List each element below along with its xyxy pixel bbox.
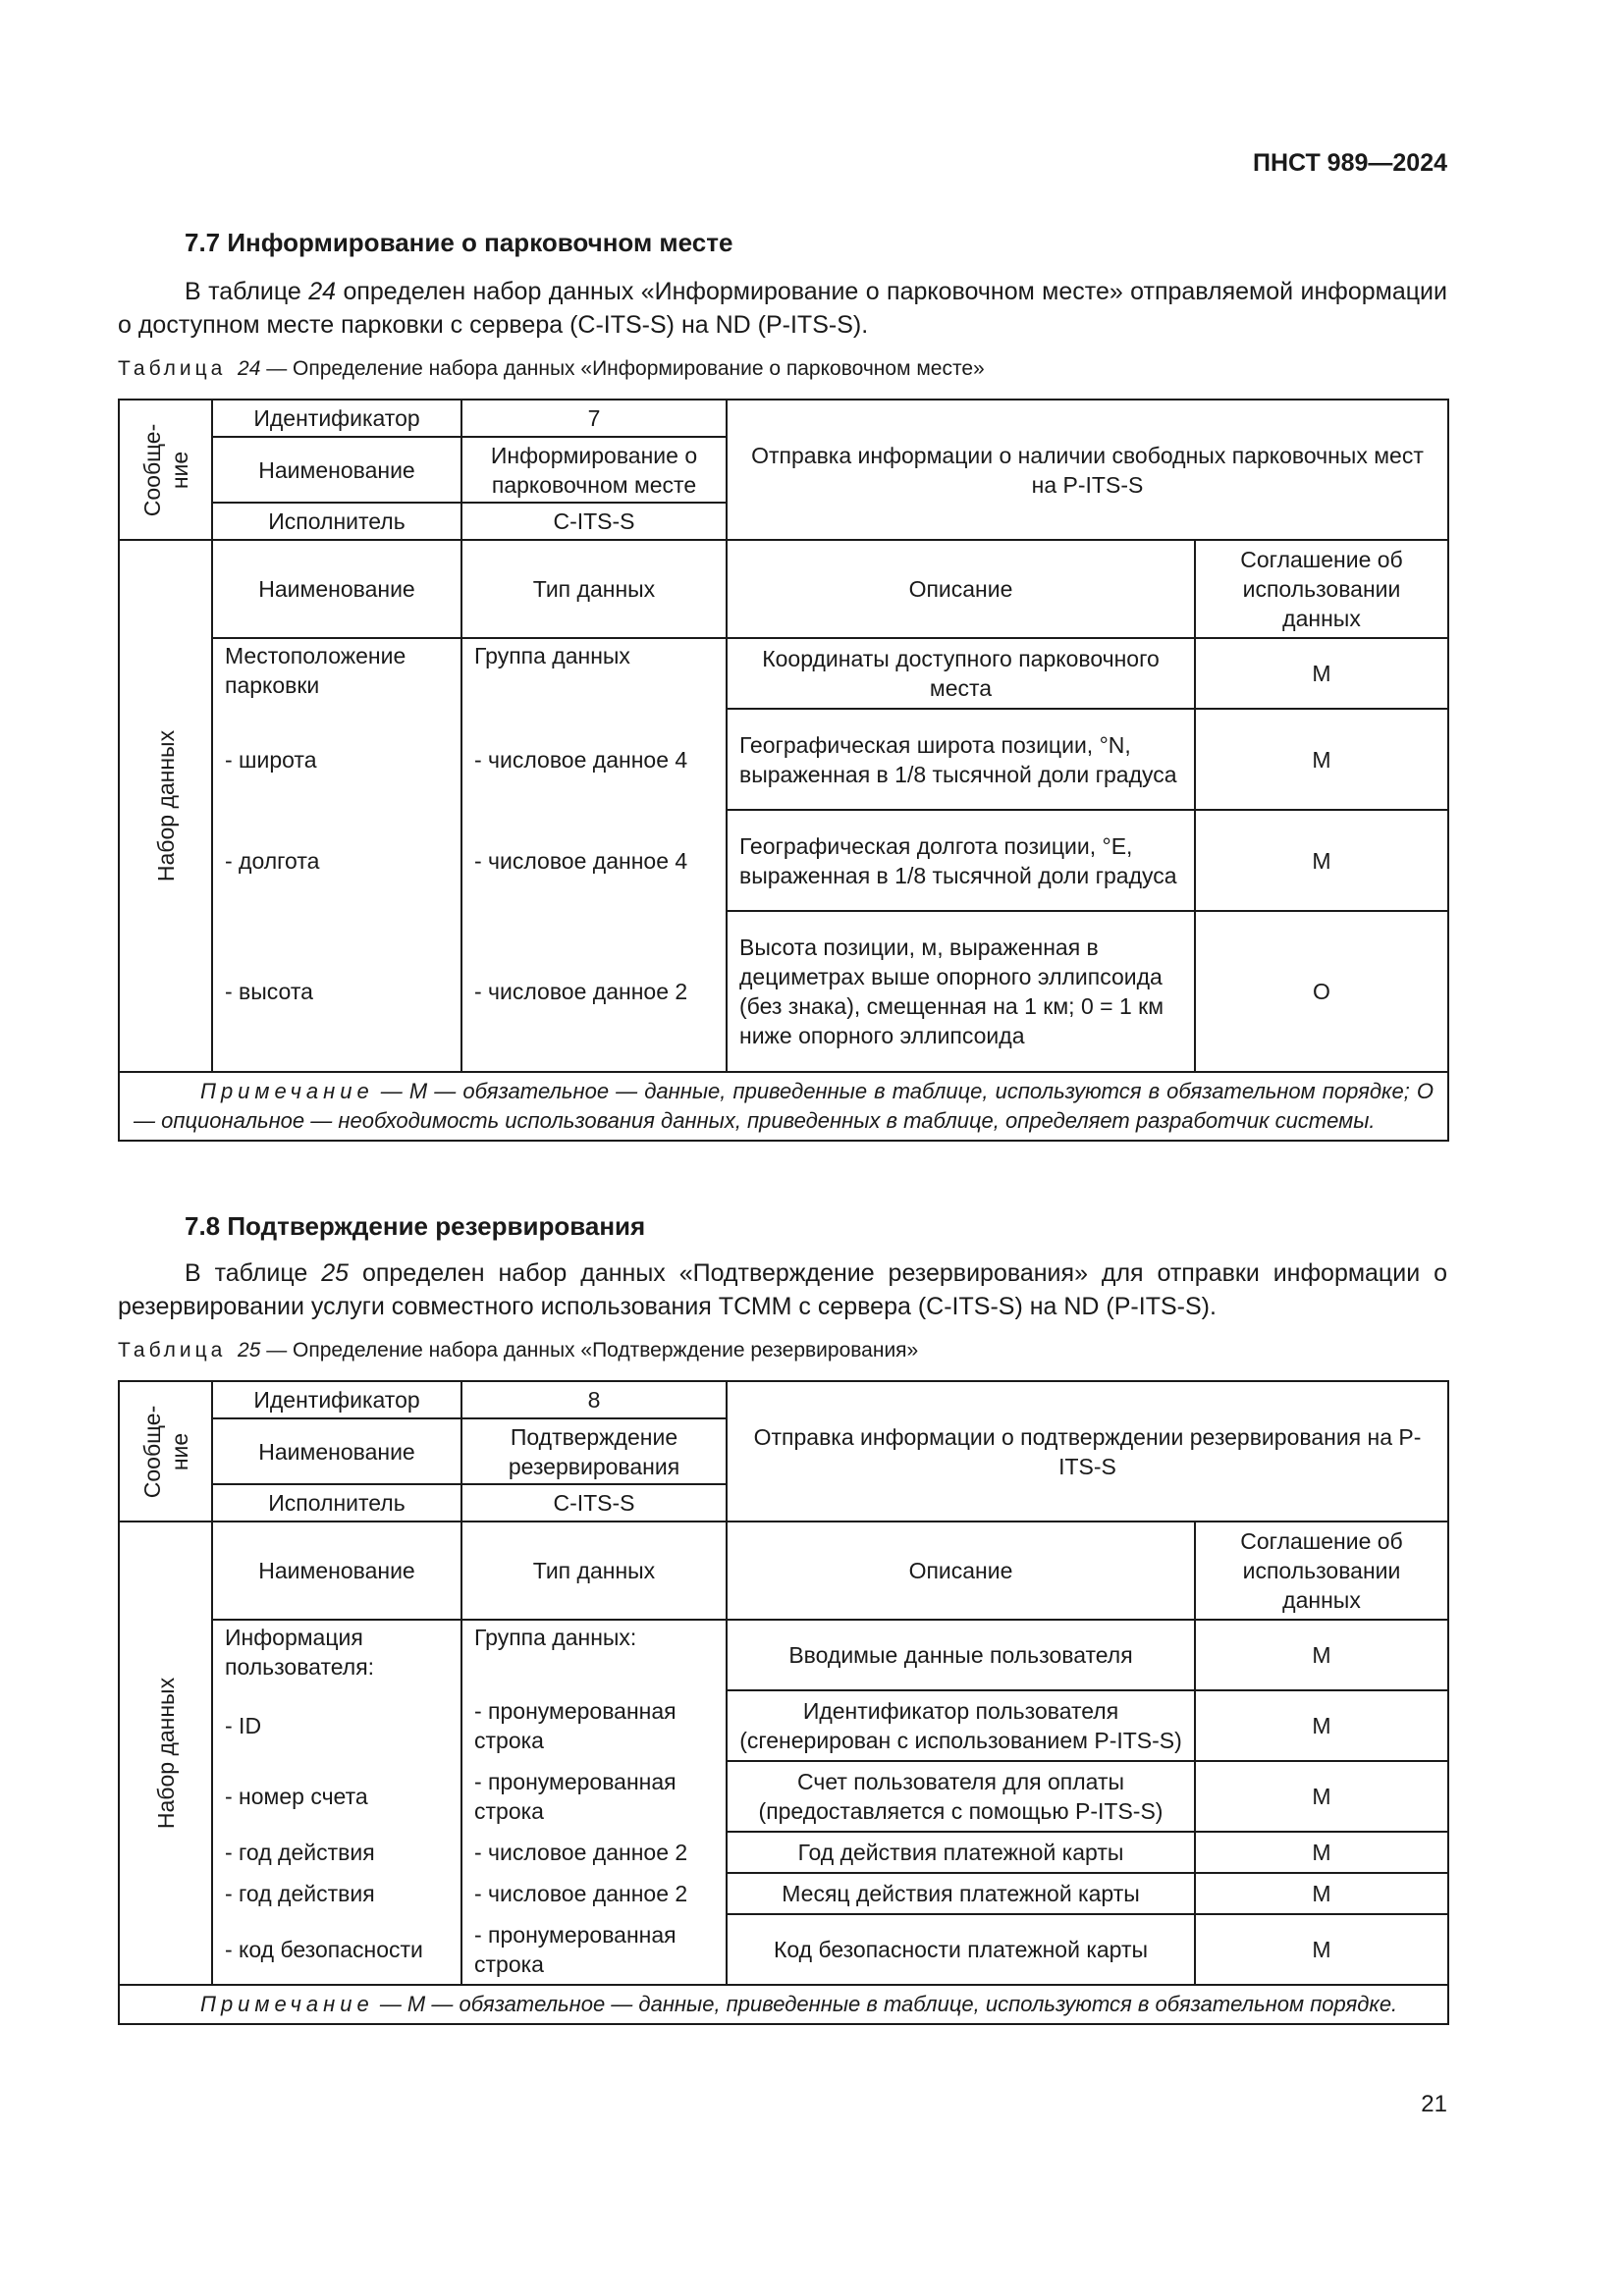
para-text: определен набор данных «Подтверждение резервирования» для отправки информации о резервировании услуги совместного использования ТСММ с сервера (C-ITS-S) на ND (P-ITS-S). (118, 1259, 1447, 1320)
caption-text: — Определение набора данных «Подтверждение резервирования» (260, 1339, 919, 1362)
row-usage: M (1195, 1690, 1448, 1761)
para-text: В таблице (185, 278, 309, 305)
row-description: Географическая широта позиции, °N, выраженная в 1/8 тысячной доли градуса (727, 709, 1195, 810)
row-type: - числовое данное 2 (461, 1832, 727, 1873)
message-field-label: Наименование (212, 1418, 461, 1484)
row-type: - пронумерованная строка (461, 1914, 727, 1985)
row-type: - пронумерованная строка (461, 1690, 727, 1761)
column-header: Соглашение об использовании данных (1195, 1522, 1448, 1620)
row-type: - числовое данное 2 (461, 1873, 727, 1914)
row-name: - номер счета (212, 1761, 461, 1832)
note-label: Примечание (200, 1079, 374, 1103)
message-field-label: Исполнитель (212, 503, 461, 540)
table-row (119, 1690, 1448, 1761)
table-row (119, 911, 1448, 1072)
row-description: Географическая долгота позиции, °E, выраженная в 1/8 тысячной доли градуса (727, 810, 1195, 911)
column-header: Тип данных (461, 1522, 727, 1620)
table-row (119, 1832, 1448, 1873)
para-text: В таблице (185, 1259, 322, 1287)
row-usage: M (1195, 709, 1448, 810)
message-field-value: C-ITS-S (461, 503, 727, 540)
dataset-label-cell (119, 540, 212, 1072)
row-description: Год действия платежной карты (727, 1832, 1195, 1873)
row-type: - числовое данное 4 (461, 709, 727, 810)
column-header: Соглашение об использовании данных (1195, 540, 1448, 638)
message-label: Сообще- ние (138, 423, 192, 516)
row-usage: M (1195, 638, 1448, 709)
table-header-row (119, 1522, 1448, 1620)
table-note (119, 1072, 1448, 1141)
row-name: - код безопасности (212, 1914, 461, 1985)
row-description: Месяц действия платежной карты (727, 1873, 1195, 1914)
page-number: 21 (1421, 2091, 1447, 2117)
table-24-caption (118, 357, 1447, 381)
table-row (119, 1914, 1448, 1985)
row-usage: M (1195, 1761, 1448, 1832)
message-field-label: Наименование (212, 437, 461, 503)
column-header: Наименование (212, 540, 461, 638)
row-name: - год действия (212, 1832, 461, 1873)
row-usage: M (1195, 1873, 1448, 1914)
row-name: - высота (212, 911, 461, 1072)
section-7-8-heading: 7.8 Подтверждение резервирования (185, 1211, 646, 1241)
row-usage: O (1195, 911, 1448, 1072)
row-usage: M (1195, 1620, 1448, 1690)
row-name: - ID (212, 1690, 461, 1761)
table-row (119, 1381, 1448, 1418)
caption-word: Таблица (118, 1339, 227, 1362)
table-row (119, 638, 1448, 709)
column-header: Тип данных (461, 540, 727, 638)
row-description: Код безопасности платежной карты (727, 1914, 1195, 1985)
message-field-value: C-ITS-S (461, 1484, 727, 1522)
column-header: Наименование (212, 1522, 461, 1620)
caption-text: — Определение набора данных «Информирование о парковочном месте» (260, 357, 985, 380)
row-type: - числовое данное 4 (461, 810, 727, 911)
row-type: Группа данных: (461, 1620, 727, 1690)
standard-code: ПНСТ 989—2024 (1253, 149, 1447, 177)
row-name: - год действия (212, 1873, 461, 1914)
message-label: Сообще- ние (138, 1405, 192, 1498)
table-ref: 24 (308, 278, 337, 305)
row-usage: M (1195, 1832, 1448, 1873)
caption-word: Таблица (118, 357, 227, 380)
row-name: - долгота (212, 810, 461, 911)
table-row (119, 1873, 1448, 1914)
para-text: определен набор данных «Информирование о парковочном месте» отправляемой информации о доступном месте парковки с сервера (C-ITS-S) на ND (P-ITS-S). (118, 278, 1447, 339)
message-field-value: Подтверждение резервирования (461, 1418, 727, 1484)
row-description: Вводимые данные пользователя (727, 1620, 1195, 1690)
row-name: - широта (212, 709, 461, 810)
table-24 (118, 399, 1449, 1142)
message-label-cell (119, 400, 212, 540)
table-ref: 25 (321, 1259, 350, 1287)
table-25 (118, 1380, 1449, 2025)
table-note-row (119, 1985, 1448, 2024)
table-row (119, 709, 1448, 810)
section-7-7-heading: 7.7 Информирование о парковочном месте (185, 228, 733, 257)
note-label: Примечание (200, 1992, 374, 2016)
message-field-value: 7 (461, 400, 727, 437)
message-description: Отправка информации о наличии свободных парковочных мест на P-ITS-S (727, 400, 1448, 540)
dataset-label: Набор данных (152, 1677, 179, 1830)
row-type: - числовое данное 2 (461, 911, 727, 1072)
message-label-cell (119, 1381, 212, 1522)
row-name: Информация пользователя: (212, 1620, 461, 1690)
message-field-value: 8 (461, 1381, 727, 1418)
message-field-label: Идентификатор (212, 1381, 461, 1418)
dataset-label-cell (119, 1522, 212, 1985)
table-row (119, 810, 1448, 911)
message-field-label: Идентификатор (212, 400, 461, 437)
table-header-row (119, 540, 1448, 638)
table-row (119, 1620, 1448, 1690)
dataset-label: Набор данных (152, 729, 179, 882)
row-description: Идентификатор пользователя (сгенерирован с использованием P-ITS-S) (727, 1690, 1195, 1761)
note-text: — M — обязательное — данные, приведенные в таблице, используются в обязательном порядке; O — опциональное — необходимость использования данных, приведенных в таблице, определяет разработчик системы. (134, 1079, 1434, 1133)
message-field-value: Информирование о парковочном месте (461, 437, 727, 503)
table-row (119, 400, 1448, 437)
column-header: Описание (727, 1522, 1195, 1620)
caption-number: 24 (238, 357, 261, 380)
row-name: Местоположение парковки (212, 638, 461, 709)
row-description: Высота позиции, м, выраженная в дециметрах выше опорного эллипсоида (без знака), смещенная на 1 км; 0 = 1 км ниже опорного эллипсоида (727, 911, 1195, 1072)
section-7-8-paragraph (118, 1256, 1447, 1323)
caption-number: 25 (238, 1339, 261, 1362)
row-usage: M (1195, 810, 1448, 911)
table-25-caption (118, 1339, 1447, 1362)
message-field-label: Исполнитель (212, 1484, 461, 1522)
table-row (119, 1761, 1448, 1832)
note-text: — M — обязательное — данные, приведенные в таблице, используются в обязательном порядке. (373, 1992, 1398, 2016)
row-description: Координаты доступного парковочного места (727, 638, 1195, 709)
table-note (119, 1985, 1448, 2024)
table-note-row (119, 1072, 1448, 1141)
row-description: Счет пользователя для оплаты (предоставляется с помощью P-ITS-S) (727, 1761, 1195, 1832)
row-type: - пронумерованная строка (461, 1761, 727, 1832)
row-usage: M (1195, 1914, 1448, 1985)
row-type: Группа данных (461, 638, 727, 709)
column-header: Описание (727, 540, 1195, 638)
message-description: Отправка информации о подтверждении резервирования на P-ITS-S (727, 1381, 1448, 1522)
section-7-7-paragraph (118, 275, 1447, 342)
